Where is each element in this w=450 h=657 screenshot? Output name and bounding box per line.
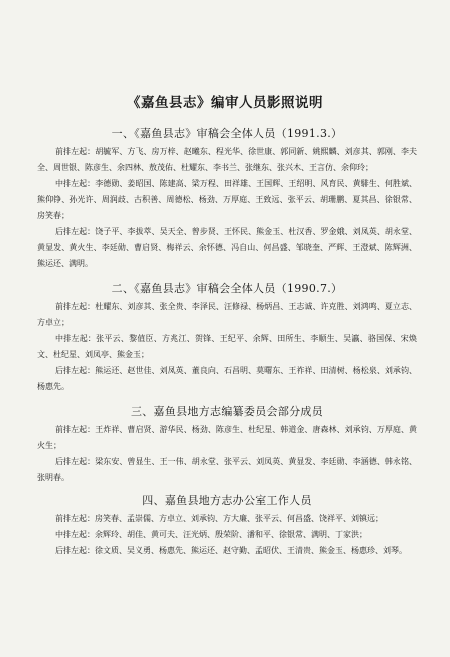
section-3 bbox=[37, 403, 417, 486]
section-4 bbox=[37, 492, 417, 559]
photo-row-caption: 后排左起：饶子平、李拔萃、吴天全、曾步贤、王怀民、熊金玉、杜汉香、罗金娥、刘凤英、胡永堂、黄显发、黄火生、李廷勋、曹启贤、梅祥云、余怀德、冯自山、何昌盛、邹晓奎、严辉、王澄斌、陈辉洲、熊运还、满明。 bbox=[37, 227, 417, 268]
photo-row-caption: 前排左起：房笑春、孟崇儒、方卓立、刘承钧、方大廉、张平云、何昌盛、饶祥平、刘镇远； bbox=[55, 514, 383, 523]
section-heading: 三、嘉鱼县地方志编纂委员会部分成员 bbox=[130, 405, 324, 418]
photo-row-caption: 前排左起：胡毓军、方飞、房万梓、赵曦东、程光华、徐世康、郭同新、姚熙麟、刘彦其、郭刚、李夫全、周世银、陈彦生、余四林、敖茂佑、杜耀东、李书兰、张继东、张兴木、王言仿、余仰玲； bbox=[37, 147, 417, 172]
section-heading: 二、《嘉鱼县志》审稿会全体人员（1990.7.） bbox=[111, 282, 343, 295]
section-heading: 一、《嘉鱼县志》审稿会全体人员（1991.3.） bbox=[111, 127, 343, 140]
photo-row-caption: 前排左起：王炸祥、曹启贤、游华民、杨劲、陈彦生、杜纪星、韩道金、唐森林、刘承钧、万厚庭、黄火生； bbox=[37, 425, 417, 450]
photo-row-caption: 后排左起：熊运还、赵世佳、刘凤英、董良向、石昌明、莫曙东、王祚祥、田清树、杨松泉、刘承钧、杨惠先。 bbox=[37, 366, 417, 391]
photo-row-caption: 前排左起：杜耀东、刘彦其、张全贵、李泽民、汪修禄、杨炳昌、王志诚、许克胜、刘鸿鸣、夏立志、方卓立； bbox=[37, 302, 417, 327]
section-1 bbox=[37, 125, 417, 272]
photo-row-caption: 中排左起：李德勋、姜昭国、陈建高、梁万程、田祥雄、王国辉、王绍明、风育民、黄騑生、何胜斌、熊仰铮、孙光许、周润歧、古积善、周德松、杨劲、万厚庭、王致远、张平云、胡珊鹏、夏其昌、徐银常、房笑春； bbox=[37, 179, 417, 220]
photo-row-caption: 后排左起：梁东安、曾显生、王一伟、胡永堂、张平云、刘凤英、黄显发、李廷勋、李涵德、韩永铭、张明春。 bbox=[37, 457, 417, 482]
photo-row-caption: 中排左起：余辉玲、胡佳、黄可夫、汪光炳、殷荣阶、潘和平、徐银常、满明、丁家洪； bbox=[55, 530, 367, 539]
photo-row-caption: 后排左起：徐文质、吴义勇、杨惠先、熊运还、赵守勤、孟昭伏、王清贵、熊金玉、杨惠珍、刘琴。 bbox=[55, 546, 407, 555]
document-title: 《嘉鱼县志》编审人员影照说明 bbox=[127, 95, 323, 111]
section-heading: 四、嘉鱼县地方志办公室工作人员 bbox=[142, 494, 312, 507]
section-2 bbox=[37, 280, 417, 395]
photo-row-caption: 中排左起：张平云、黎值臣、方兆江、贺锋、王纪平、余辉、田所生、李顺生、吴瀛、骆国保、宋焕文、杜纪星、刘凤亭、熊金玉； bbox=[37, 334, 417, 359]
document-body bbox=[37, 119, 417, 559]
